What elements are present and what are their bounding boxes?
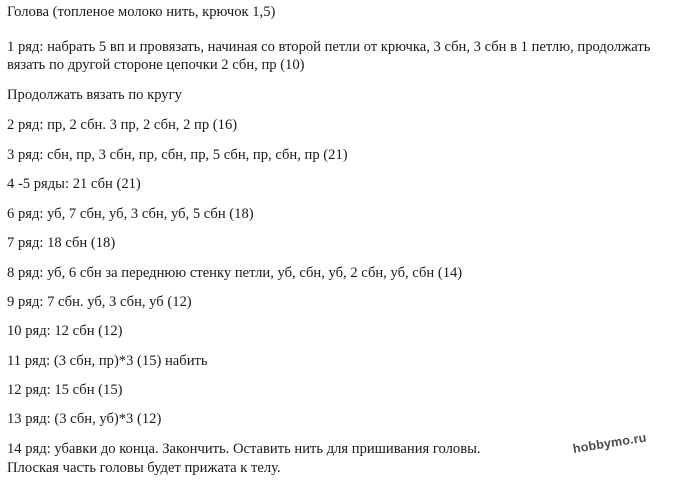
row-1-line-1: 1 ряд: набрать 5 вп и провязать, начиная со второй петли от крючка, 3 сбн, 3 сбн в 1 петлю, продолжать	[7, 39, 651, 55]
row-4-5: 4 -5 ряды: 21 сбн (21)	[7, 176, 141, 192]
row-9: 9 ряд: 7 сбн. уб, 3 сбн, уб (12)	[7, 294, 192, 310]
watermark-logo: hobbymo.ru	[571, 430, 648, 456]
row-6: 6 ряд: уб, 7 сбн, уб, 3 сбн, уб, 5 сбн (18)	[7, 206, 254, 222]
row-14: 14 ряд: убавки до конца. Закончить. Оставить нить для пришивания головы.	[7, 441, 481, 457]
continue-round-note: Продолжать вязать по кругу	[7, 87, 182, 103]
row-7: 7 ряд: 18 сбн (18)	[7, 235, 116, 251]
row-3: 3 ряд: сбн, пр, 3 сбн, пр, сбн, пр, 5 сбн, пр, сбн, пр (21)	[7, 147, 348, 163]
row-8: 8 ряд: уб, 6 сбн за переднюю стенку петли, уб, сбн, уб, 2 сбн, уб, сбн (14)	[7, 265, 463, 281]
row-13: 13 ряд: (3 сбн, уб)*3 (12)	[7, 411, 162, 427]
row-11: 11 ряд: (3 сбн, пр)*3 (15) набить	[7, 353, 208, 369]
section-title: Голова (топленое молоко нить, крючок 1,5)	[7, 4, 276, 20]
row-2: 2 ряд: пр, 2 сбн. 3 пр, 2 сбн, 2 пр (16)	[7, 117, 238, 133]
row-10: 10 ряд: 12 сбн (12)	[7, 323, 123, 339]
row-12: 12 ряд: 15 сбн (15)	[7, 382, 123, 398]
row-1-line-2: вязать по другой стороне цепочки 2 сбн, пр (10)	[7, 57, 305, 73]
closing-note: Плоская часть головы будет прижата к телу.	[7, 460, 281, 476]
